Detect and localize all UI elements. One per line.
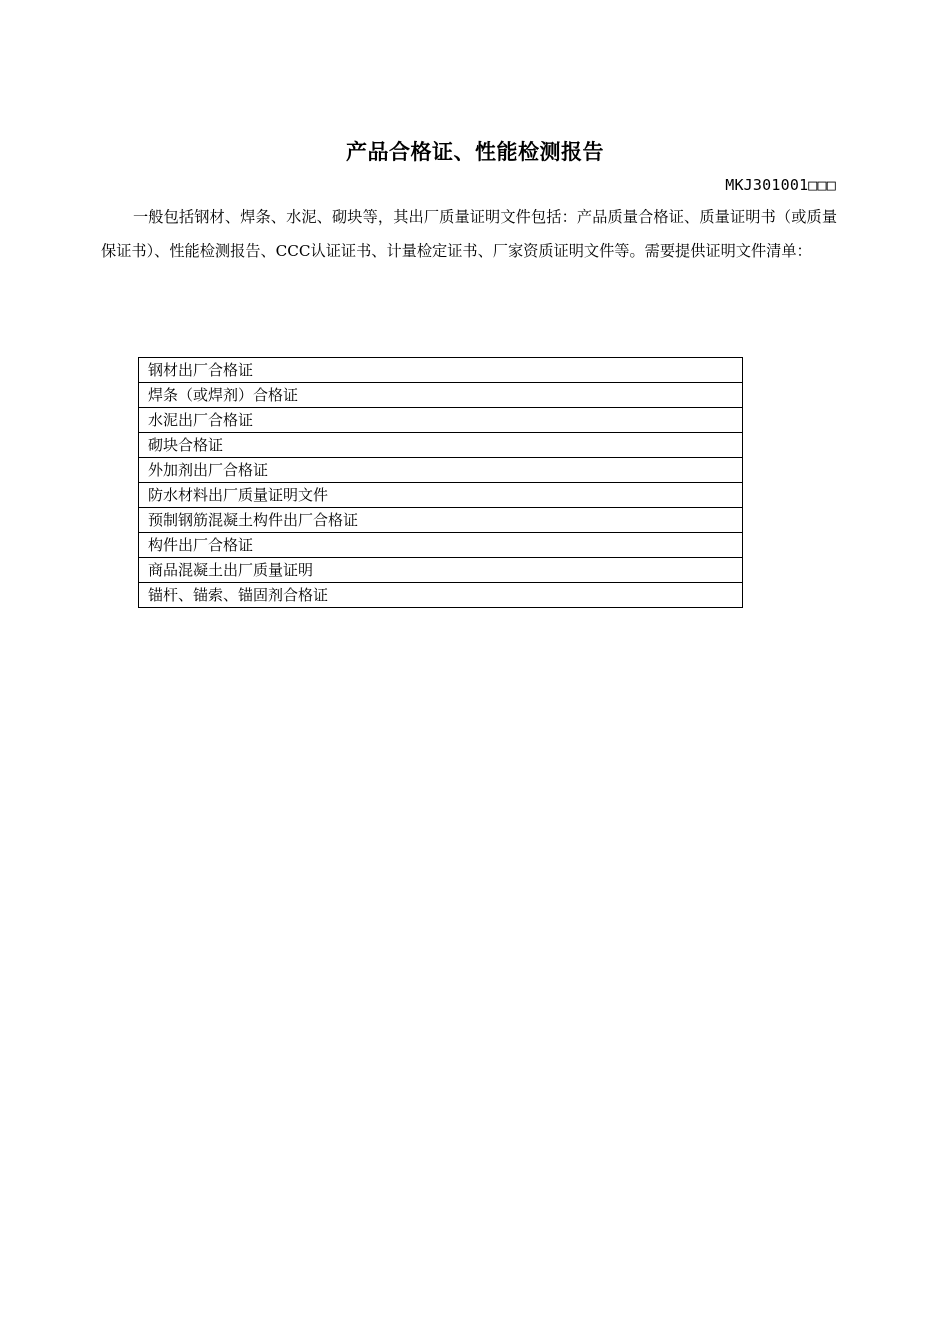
table-cell: 锚杆、锚索、锚固剂合格证 [139,583,743,608]
table-cell: 预制钢筋混凝土构件出厂合格证 [139,508,743,533]
table-cell: 防水材料出厂质量证明文件 [139,483,743,508]
certificate-list-table [138,357,743,608]
table-cell: 焊条（或焊剂）合格证 [139,383,743,408]
page-title: 产品合格证、性能检测报告 [346,139,604,164]
table-row [139,458,743,483]
table-row [139,408,743,433]
table-cell: 构件出厂合格证 [139,533,743,558]
table-cell: 外加剂出厂合格证 [139,458,743,483]
table-row [139,533,743,558]
table-row [139,483,743,508]
table-row [139,558,743,583]
table-cell: 钢材出厂合格证 [139,358,743,383]
table-row [139,583,743,608]
table-row [139,508,743,533]
table-row [139,433,743,458]
table-row [139,383,743,408]
intro-paragraph: 一般包括钢材、焊条、水泥、砌块等，其出厂质量证明文件包括：产品质量合格证、质量证明书（或质量保证书）、性能检测报告、CCC认证证书、计量检定证书、厂家资质证明文件等。需要提供证明文件清单： [101,208,837,260]
table-cell: 水泥出厂合格证 [139,408,743,433]
document-code: MKJ301001□□□ [725,176,836,194]
table-cell: 商品混凝土出厂质量证明 [139,558,743,583]
table-row [139,358,743,383]
table-cell: 砌块合格证 [139,433,743,458]
